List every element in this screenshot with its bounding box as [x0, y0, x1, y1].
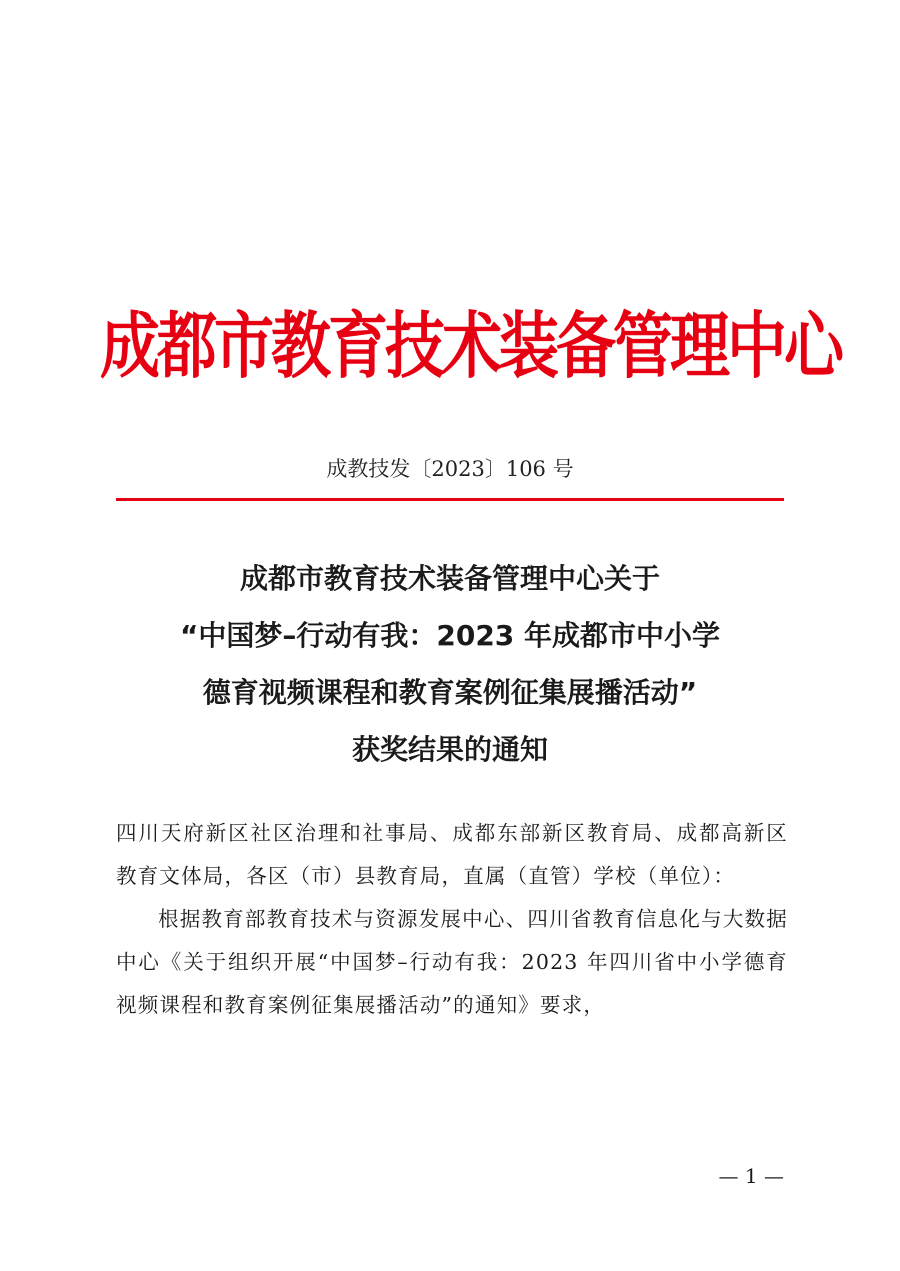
title-line-4: 获奖结果的通知: [351, 733, 548, 766]
issuing-agency-header: 成都市教育技术装备管理中心: [100, 305, 841, 389]
page-number: — 1 —: [718, 1164, 784, 1188]
document-number: 成教技发〔2023〕106 号: [326, 457, 574, 481]
title-line-1: 成都市教育技术装备管理中心关于: [239, 562, 660, 595]
title-line-3: 德育视频课程和教育案例征集展播活动”: [202, 676, 698, 709]
body-paragraph-1: 根据教育部教育技术与资源发展中心、四川省教育信息化与大数据中心《关于组织开展“中国梦–行动有我：2023 年四川省中小学德育视频课程和教育案例征集展播活动”的通知》要求，: [116, 907, 788, 1017]
document-body: [116, 812, 788, 1027]
addressee-paragraph: 四川天府新区社区治理和社事局、成都东部新区教育局、成都高新区教育文体局，各区（市）县教育局，直属（直管）学校（单位）：: [116, 821, 788, 888]
title-line-2: “中国梦–行动有我：2023 年成都市中小学: [179, 619, 721, 652]
document-title: [100, 557, 800, 785]
red-divider-line: [116, 498, 784, 501]
